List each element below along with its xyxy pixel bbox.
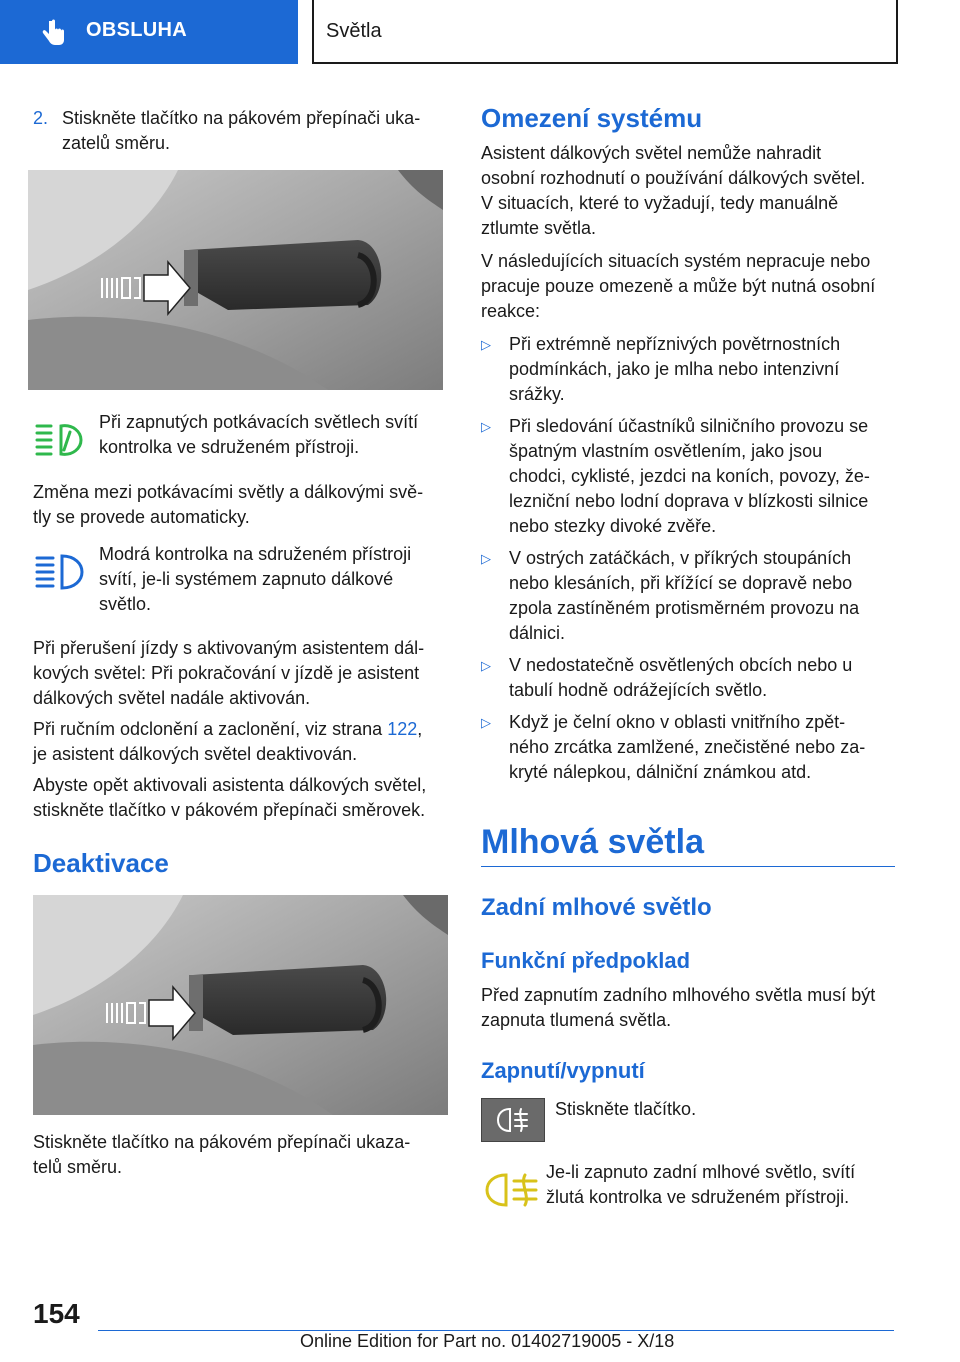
page-link[interactable]: 122 [387, 719, 418, 739]
chapter-box [312, 0, 898, 64]
rear-fog-indicator-icon [484, 1170, 540, 1210]
heading-rear-fog: Zadní mlhové světlo [481, 894, 712, 921]
heading-onoff: Zapnutí/vypnutí [481, 1058, 645, 1083]
bullet-triangle-icon: ▷ [481, 551, 491, 566]
list-item: ▷ V nedostatečně osvětlených obcích nebo u tabulí hodně odrážejících světlo. [481, 655, 853, 700]
rear-fog-button[interactable] [481, 1098, 545, 1142]
list-item: ▷ V ostrých zatáčkách, v příkrých stoupáních nebo klesáních, při křížící se dopravě nebo zpola zastíněném protisměrném provozu na dálnici. [481, 548, 860, 643]
limits-list [481, 332, 901, 792]
list-item: ▷ Při extrémně nepříznivých povětrnostních podmínkách, jako je mlha nebo intenzivní srážky. [481, 334, 841, 404]
heading-prereq: Funkční předpoklad [481, 948, 691, 973]
chapter-title: Světla [326, 20, 382, 42]
high-beam-indicator-icon [35, 552, 85, 592]
para-manual: Při ručním odclonění a zaclonění, viz strana 122, je asistent dálkových světel deaktivován. [33, 719, 423, 764]
para-interrupt: Při přerušení jízdy s aktivovaným asistentem dál- kových světel: Při pokračování v jízdě je asistent dálkových světel nadále aktivován. [33, 638, 425, 708]
indicator2-text: Modrá kontrolka na sdruženém přístroji svítí, je-li systémem zapnuto dálkové světlo. [99, 544, 412, 614]
stalk-photo-2 [33, 895, 448, 1115]
rear-fog-icon [482, 1099, 544, 1141]
stalk-photo-1 [28, 170, 443, 390]
heading-deactivate: Deaktivace [33, 848, 169, 878]
step-text: Stiskněte tlačítko na pákovém přepínači uka- zatelů směru. [62, 108, 421, 153]
hand-icon [38, 18, 68, 48]
step-number: 2. [33, 108, 49, 128]
page-number: 154 [33, 1298, 80, 1329]
heading-limits: Omezení systému [481, 103, 703, 133]
bullet-triangle-icon: ▷ [481, 419, 491, 434]
heading-rule [481, 866, 895, 867]
heading-fog: Mlhová světla [481, 823, 704, 861]
para-change: Změna mezi potkávacími světly a dálkovými svě- tly se provede automaticky. [33, 482, 424, 527]
list-item: ▷ Když je čelní okno v oblasti vnitřního zpět- ného zrcátka zamlžené, znečistěné nebo za- kryté nálepkou, dálniční známkou atd. [481, 712, 866, 782]
limits-para-1: Asistent dálkových světel nemůže nahradit osobní rozhodnutí o používání dálkových světel. V situacích, které to vyžadují, tedy manuálně ztlumte světla. [481, 143, 866, 238]
list-item: ▷ Při sledování účastníků silničního provozu se špatným vlastním osvětlením, jako jsou chodci, cyklisté, jezdci na koních, povozy, že- lezniční nebo lodní doprava v blízkosti silnice nebo stezky divoké zvěře. [481, 416, 870, 536]
indicator1-text: Při zapnutých potkávacích světlech svítí kontrolka ve sdruženém přístroji. [99, 412, 419, 457]
edition-text: Online Edition for Part no. 01402719005 - X/18 [300, 1331, 675, 1351]
indicator-text: Je-li zapnuto zadní mlhové světlo, svítí žlutá kontrolka ve sdruženém přístroji. [546, 1162, 856, 1207]
low-beam-indicator-icon [35, 418, 85, 458]
bullet-triangle-icon: ▷ [481, 715, 491, 730]
para-reactivate: Abyste opět aktivovali asistenta dálkových světel, stiskněte tlačítko v pákovém přepínači směrovek. [33, 775, 427, 820]
section-tab[interactable] [0, 0, 298, 64]
prereq-text: Před zapnutím zadního mlhového světla musí být zapnuta tlumená světla. [481, 985, 876, 1030]
button-text: Stiskněte tlačítko. [555, 1099, 697, 1119]
limits-para-2: V následujících situacích systém nepracuje nebo pracuje pouze omezeně a může být nutná osobní reakce: [481, 251, 876, 321]
bullet-triangle-icon: ▷ [481, 337, 491, 352]
section-label: OBSLUHA [86, 19, 187, 41]
bullet-triangle-icon: ▷ [481, 658, 491, 673]
para-deactivate: Stiskněte tlačítko na pákovém přepínači ukaza- telů směru. [33, 1132, 411, 1177]
